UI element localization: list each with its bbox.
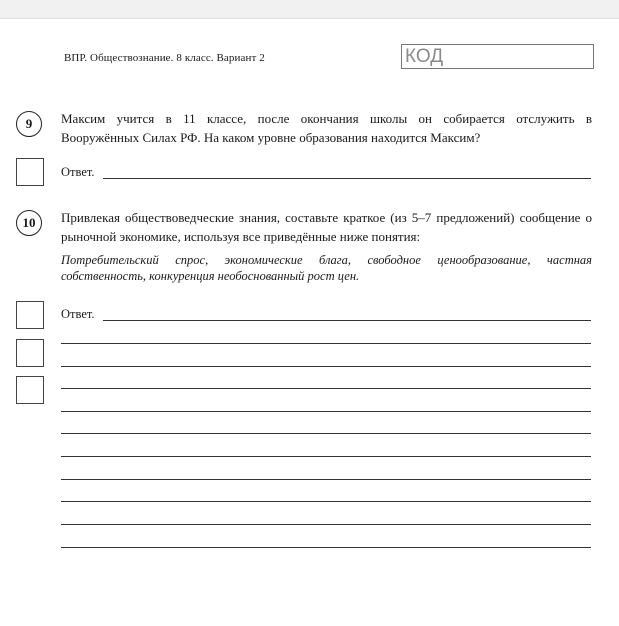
question-10-answer-row[interactable] [61,307,591,323]
question-10-score-box-3[interactable] [16,376,44,404]
answer-line[interactable] [61,501,591,502]
question-10-number: 10 [16,210,42,236]
question-9-answer-label: Ответ. [61,165,95,179]
question-9-line-1: Максим учится в 11 классе, после окончания школы он собирается отслужить в [61,111,592,126]
concepts-line-2: собственность, конкуренция необоснованный рост цен. [61,269,360,283]
answer-line[interactable] [61,366,591,367]
question-10-answer-line[interactable] [103,320,591,321]
answer-line[interactable] [61,456,591,457]
answer-line[interactable] [61,411,591,412]
question-10-concepts [61,252,592,284]
question-9-answer-line[interactable] [103,178,591,179]
question-10-line-1: Привлекая обществоведческие знания, составьте краткое (из 5–7 предложений) сообщение о [61,210,592,225]
answer-line[interactable] [61,433,591,434]
question-10-score-box-1[interactable] [16,301,44,329]
question-9-answer-row[interactable] [61,165,591,181]
question-10-score-box-2[interactable] [16,339,44,367]
question-10-line-2: рыночной экономике, используя все приведённые ниже понятия: [61,229,421,244]
answer-line[interactable] [61,479,591,480]
question-9-number: 9 [16,111,42,137]
answer-line[interactable] [61,547,591,548]
code-field[interactable]: КОД [401,44,594,69]
question-9-line-2: Вооружённых Силах РФ. На каком уровне образования находится Максим? [61,130,481,145]
question-10-answer-label: Ответ. [61,307,95,321]
question-10-text [61,208,592,246]
answer-line[interactable] [61,343,591,344]
answer-line[interactable] [61,524,591,525]
viewer-top-bar [0,0,619,19]
question-9-text [61,109,592,147]
concepts-line-1: Потребительский спрос, экономические блага, свободное ценообразование, частная [61,253,592,267]
answer-line[interactable] [61,388,591,389]
question-9-score-box[interactable] [16,158,44,186]
page-header: ВПР. Обществознание. 8 класс. Вариант 2 [64,52,265,64]
